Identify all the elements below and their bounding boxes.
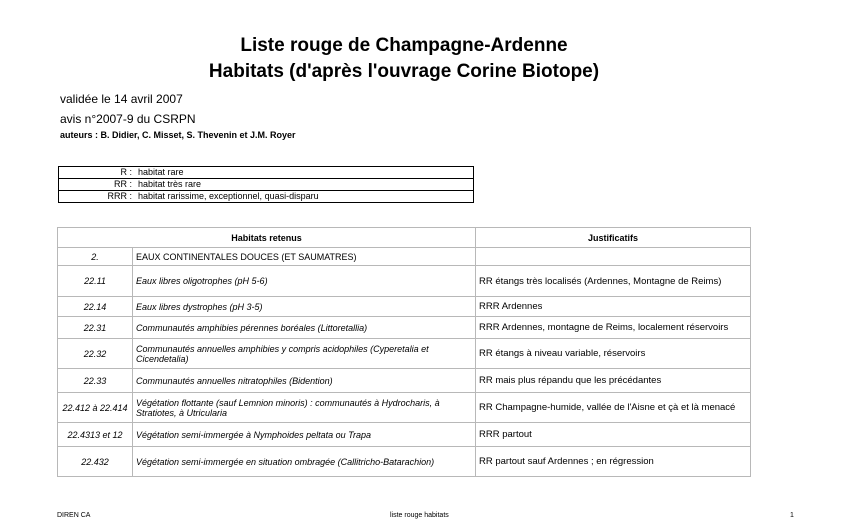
table-row: [58, 369, 751, 393]
table-row: [58, 393, 751, 423]
table-row: [58, 339, 751, 369]
footer-page-number: 1: [790, 512, 794, 519]
habitat-code: 22.412 à 22.414: [58, 393, 133, 423]
legend-code: R :: [59, 167, 137, 179]
header-habitats: Habitats retenus: [58, 228, 476, 248]
justification: RR mais plus répandu que les précédantes: [476, 369, 751, 393]
justification: RRR partout: [476, 423, 751, 447]
legend-row: [59, 179, 474, 191]
table-row: [58, 447, 751, 477]
legend-description: habitat rare: [136, 167, 474, 179]
legend-row: [59, 167, 474, 179]
justification: [476, 248, 751, 266]
table-row: [58, 317, 751, 339]
document-title-line-1: Liste rouge de Champagne-Ardenne: [240, 35, 568, 56]
habitat-code: 22.32: [58, 339, 133, 369]
habitat-name: Communautés annuelles amphibies y compris acidophiles (Cyperetalia et Cicendetalia): [133, 339, 476, 369]
validation-date: validée le 14 avril 2007: [60, 92, 183, 106]
habitat-name: Végétation semi-immergée à Nymphoides peltata ou Trapa: [133, 423, 476, 447]
habitat-code: 22.33: [58, 369, 133, 393]
habitat-name: Communautés amphibies pérennes boréales (Littoretallia): [133, 317, 476, 339]
avis-number: avis n°2007-9 du CSRPN: [60, 112, 196, 126]
authors-line: auteurs : B. Didier, C. Misset, S. Thevenin et J.M. Royer: [60, 130, 296, 140]
table-row: [58, 248, 751, 266]
footer-center: liste rouge habitats: [390, 512, 449, 519]
legend-description: habitat très rare: [136, 179, 474, 191]
habitat-name: Communautés annuelles nitratophiles (Bidention): [133, 369, 476, 393]
justification: RR Champagne-humide, vallée de l'Aisne et çà et là menacé: [476, 393, 751, 423]
justification: RRR Ardennes, montagne de Reims, localement réservoirs: [476, 317, 751, 339]
habitat-code: 22.4313 et 12: [58, 423, 133, 447]
habitat-name: Végétation flottante (sauf Lemnion minoris) : communautés à Hydrocharis, à Stratiotes, à Utricularia: [133, 393, 476, 423]
table-row: [58, 297, 751, 317]
justification: RR partout sauf Ardennes ; en régression: [476, 447, 751, 477]
habitat-code: 22.432: [58, 447, 133, 477]
table-row: [58, 423, 751, 447]
habitat-code: 22.11: [58, 266, 133, 297]
legend-row: [59, 191, 474, 203]
habitat-name: Végétation semi-immergée en situation ombragée (Callitricho-Batarachion): [133, 447, 476, 477]
justification: RR étangs à niveau variable, réservoirs: [476, 339, 751, 369]
legend-description: habitat rarissime, exceptionnel, quasi-disparu: [136, 191, 474, 203]
habitat-name: Eaux libres oligotrophes (pH 5-6): [133, 266, 476, 297]
justification: RRR Ardennes: [476, 297, 751, 317]
legend-code: RRR :: [59, 191, 137, 203]
habitat-code: 22.31: [58, 317, 133, 339]
justification: RR étangs très localisés (Ardennes, Montagne de Reims): [476, 266, 751, 297]
habitat-name: EAUX CONTINENTALES DOUCES (ET SAUMATRES): [133, 248, 476, 266]
habitat-code: 22.14: [58, 297, 133, 317]
legend-code: RR :: [59, 179, 137, 191]
document-title-line-2: Habitats (d'après l'ouvrage Corine Biotope): [208, 61, 600, 82]
table-row: [58, 266, 751, 297]
habitat-code: 2.: [58, 248, 133, 266]
habitats-table: [57, 227, 751, 477]
footer-left: DIREN CA: [57, 512, 91, 519]
header-justificatifs: Justificatifs: [476, 228, 751, 248]
rarity-legend: [58, 166, 474, 203]
table-header-row: [58, 228, 751, 248]
habitat-name: Eaux libres dystrophes (pH 3-5): [133, 297, 476, 317]
